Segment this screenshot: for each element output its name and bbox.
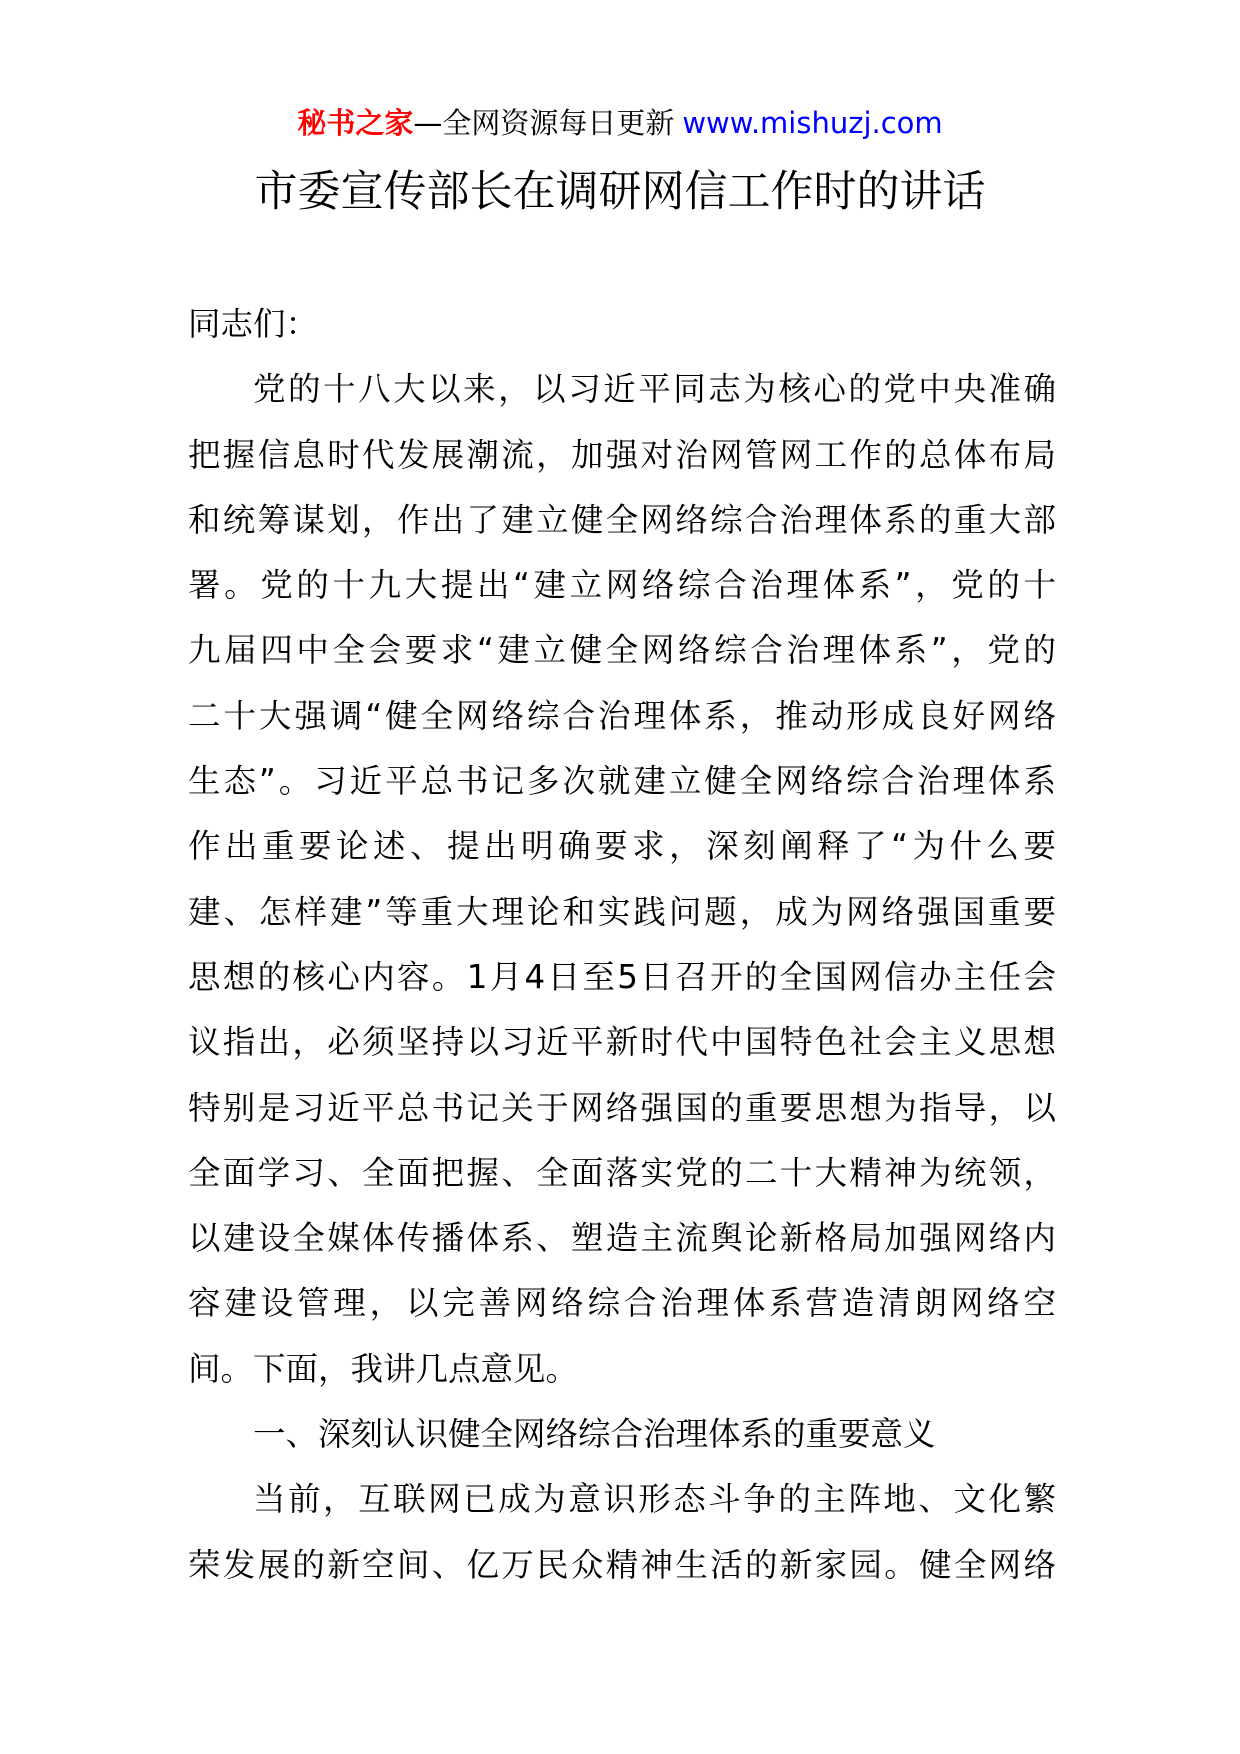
- body-line: 作出重要论述、提出明确要求，深刻阐释了“为什么要: [188, 827, 1056, 866]
- salutation: 同志们：: [188, 305, 319, 343]
- section-heading: 一、深刻认识健全网络综合治理体系的重要意义: [253, 1415, 936, 1454]
- body-line: 全面学习、全面把握、全面落实党的二十大精神为统领，: [188, 1153, 1056, 1192]
- body-line: 党的十八大以来，以习近平同志为核心的党中央准确: [253, 370, 1056, 409]
- body-line: 以建设全媒体传播体系、塑造主流舆论新格局加强网络内: [188, 1219, 1056, 1258]
- body-line: 建、怎样建”等重大理论和实践问题，成为网络强国重要: [188, 892, 1056, 931]
- site-header: [0, 103, 1240, 143]
- brand-name: 秘书之家: [297, 106, 414, 140]
- body-line: 特别是习近平总书记关于网络强国的重要思想为指导，以: [188, 1088, 1056, 1127]
- body-line: 署。党的十九大提出“建立网络综合治理体系”，党的十: [188, 566, 1056, 605]
- document-body: [188, 292, 1056, 1598]
- site-url-link[interactable]: www.mishuzj.com: [682, 106, 943, 140]
- body-line: 把握信息时代发展潮流，加强对治网管网工作的总体布局: [188, 435, 1056, 474]
- body-line: 容建设管理，以完善网络综合治理体系营造清朗网络空: [188, 1284, 1056, 1323]
- body-line: 生态”。习近平总书记多次就建立健全网络综合治理体系: [188, 762, 1056, 801]
- header-tagline: —全网资源每日更新: [413, 106, 675, 140]
- body-line: 思想的核心内容。1月4日至5日召开的全国网信办主任会: [188, 957, 1056, 996]
- body-line: 间。下面，我讲几点意见。: [188, 1349, 579, 1388]
- body-line: 二十大强调“健全网络综合治理体系，推动形成良好网络: [188, 696, 1056, 735]
- document-title: 市委宣传部长在调研网信工作时的讲话: [254, 167, 986, 217]
- body-line: 议指出，必须坚持以习近平新时代中国特色社会主义思想: [188, 1023, 1056, 1062]
- body-line: 当前，互联网已成为意识形态斗争的主阵地、文化繁: [253, 1480, 1056, 1519]
- body-line: 荣发展的新空间、亿万民众精神生活的新家园。健全网络: [188, 1545, 1056, 1584]
- body-line: 九届四中全会要求“建立健全网络综合治理体系”，党的: [188, 631, 1056, 670]
- body-line: 和统筹谋划，作出了建立健全网络综合治理体系的重大部: [188, 500, 1056, 539]
